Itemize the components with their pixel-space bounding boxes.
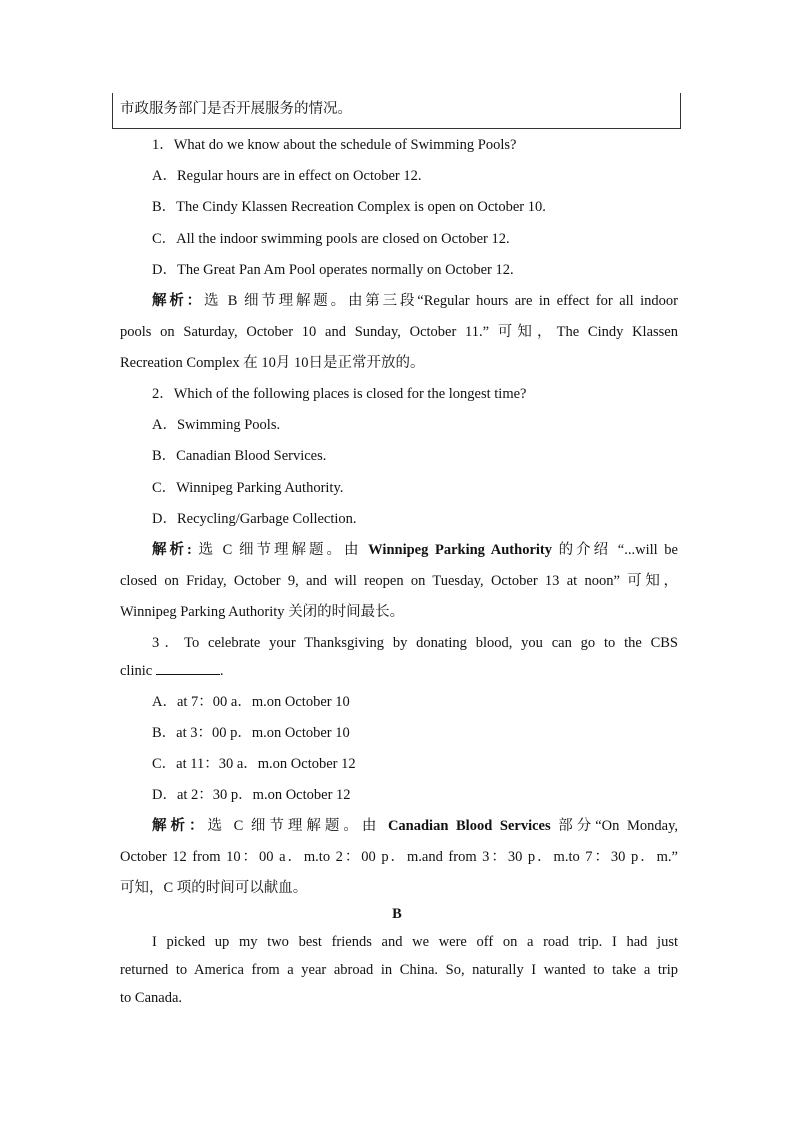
q1-analysis-label: 解析： bbox=[152, 293, 205, 309]
q3-analysis-line2: October 12 from 10：00 a．m.to 2：00 p．m.and from 3：30 p．m.to 7：30 p．m.” bbox=[120, 849, 678, 865]
q1-analysis-line2: pools on Saturday, October 10 and Sunday, October 11.” 可知，The Cindy Klassen bbox=[120, 324, 678, 340]
q3-stem-end: . bbox=[219, 663, 224, 679]
q2-option-a: A．Swimming Pools. bbox=[152, 417, 281, 433]
q1-option-a: A．Regular hours are in effect on October 12. bbox=[152, 168, 422, 184]
q1-stem: 1．What do we know about the schedule of Swimming Pools? bbox=[152, 137, 517, 153]
section-b-heading: B bbox=[392, 906, 402, 922]
q3-stem-line1: 3．To celebrate your Thanksgiving by donating blood, you can go to the CBS bbox=[152, 635, 678, 651]
q3-analysis-text1a: 选 C 细节理解题。由 bbox=[207, 818, 388, 834]
q2-analysis-text1a: 选 C 细节理解题。由 bbox=[191, 542, 369, 558]
q3-stem-line2 bbox=[120, 662, 223, 680]
q3-option-b: B．at 3：00 p．m.on October 10 bbox=[152, 725, 350, 741]
box-text: 市政服务部门是否开展服务的情况。 bbox=[120, 101, 352, 117]
q3-analysis-text1c: 部分“On Monday, bbox=[550, 818, 679, 834]
q2-stem: 2．Which of the following places is closed for the longest time? bbox=[152, 386, 527, 402]
q1-analysis-line3: Recreation Complex 在 10月 10日是正常开放的。 bbox=[120, 355, 425, 371]
q1-option-d: D．The Great Pan Am Pool operates normally on October 12. bbox=[152, 262, 514, 278]
answer-box-top bbox=[112, 93, 681, 129]
passage-b-line1: I picked up my two best friends and we were off on a road trip. I had just bbox=[152, 934, 678, 950]
q2-analysis-bold: Winnipeg Parking Authority bbox=[368, 542, 552, 558]
q2-option-b: B．Canadian Blood Services. bbox=[152, 448, 327, 464]
q3-option-c: C．at 11：30 a．m.on October 12 bbox=[152, 756, 356, 772]
q2-analysis-text1c: 的介绍 “...will be bbox=[552, 542, 678, 558]
q3-option-a: A．at 7：00 a．m.on October 10 bbox=[152, 694, 350, 710]
q2-analysis-line2: closed on Friday, October 9, and will reopen on Tuesday, October 13 at noon” 可知， bbox=[120, 573, 678, 589]
q2-option-d: D．Recycling/Garbage Collection. bbox=[152, 511, 357, 527]
answer-blank bbox=[156, 662, 220, 675]
q1-analysis-text1: 选 B 细节理解题。由第三段“Regular hours are in effect for all indoor bbox=[204, 293, 679, 309]
q3-stem-text: clinic bbox=[120, 663, 156, 679]
q3-analysis-label: 解析： bbox=[152, 818, 208, 834]
passage-b-line3: to Canada. bbox=[120, 990, 183, 1006]
q2-analysis-line3: Winnipeg Parking Authority 关闭的时间最长。 bbox=[120, 604, 405, 620]
q3-analysis-line3: 可知，C 项的时间可以献血。 bbox=[120, 880, 308, 896]
q1-analysis-line1 bbox=[152, 289, 678, 310]
q2-analysis-line1 bbox=[152, 538, 678, 559]
q2-analysis-label: 解析: bbox=[152, 542, 192, 558]
q3-option-d: D．at 2：30 p．m.on October 12 bbox=[152, 787, 351, 803]
q3-analysis-line1 bbox=[152, 814, 678, 835]
q1-option-c: C．All the indoor swimming pools are closed on October 12. bbox=[152, 231, 510, 247]
q1-option-b: B．The Cindy Klassen Recreation Complex is open on October 10. bbox=[152, 199, 546, 215]
q3-analysis-bold: Canadian Blood Services bbox=[387, 818, 551, 834]
passage-b-line2: returned to America from a year abroad in China. So, naturally I wanted to take a trip bbox=[120, 962, 678, 978]
q2-option-c: C．Winnipeg Parking Authority. bbox=[152, 480, 344, 496]
